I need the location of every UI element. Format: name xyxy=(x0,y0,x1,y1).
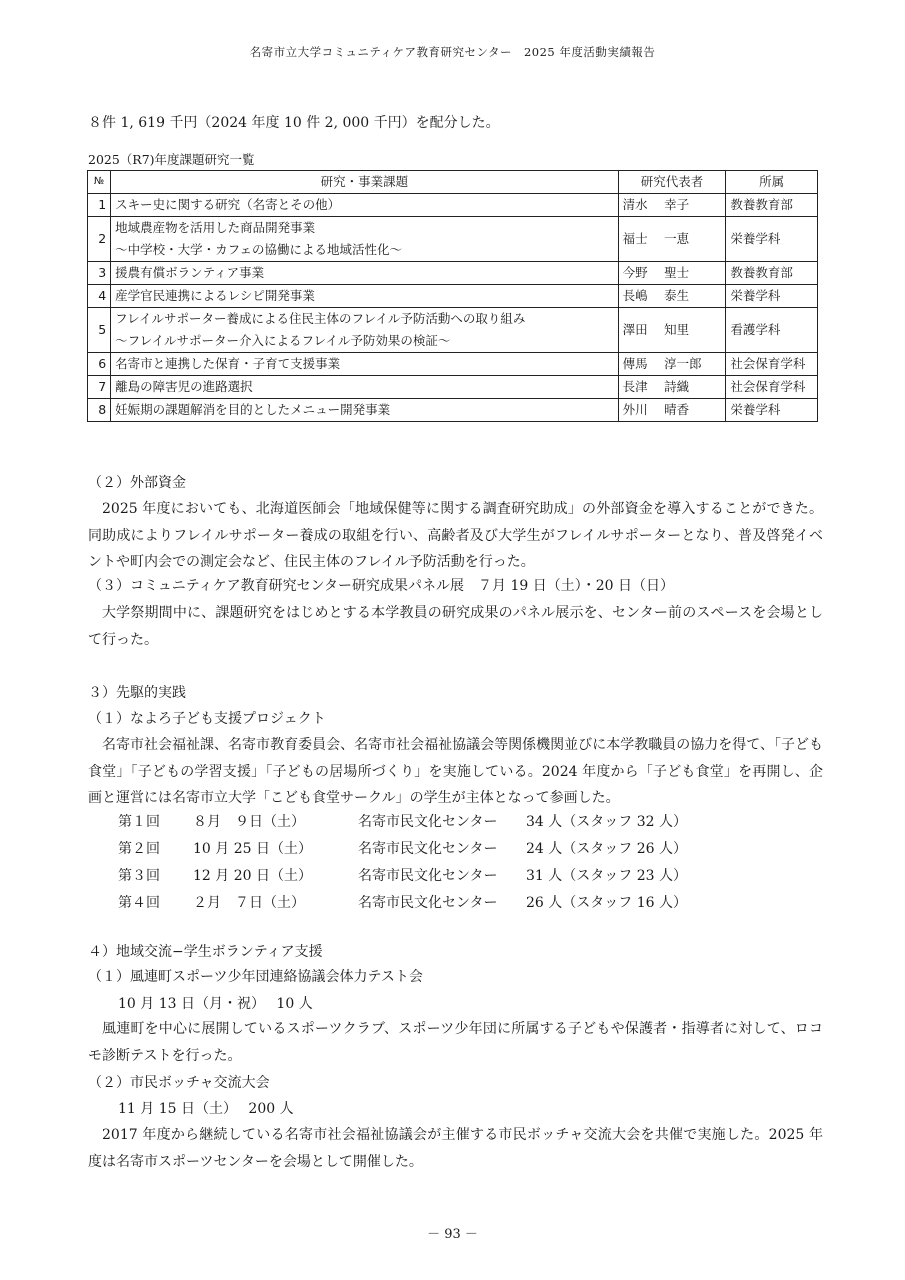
schedule-round: 第３回 xyxy=(118,868,160,884)
project-title-main: 援農有償ボランティア事業 xyxy=(115,265,265,280)
row-number: 2 xyxy=(88,217,111,262)
table-header-row xyxy=(88,171,818,194)
row-number: 1 xyxy=(88,194,111,217)
external-funds-body: 2025 年度においても、北海道医師会「地域保健等に関する調査研究助成」の外部資金を導入することができた。同助成によりフレイルサポーター養成の取組を行い、高齢者及び大学生がフレイルサポーターとなり、普及啓発イベントや町内会での測定会など、住民主体のフレイル予防活動を行った。 xyxy=(88,501,823,570)
department: 教養教育部 xyxy=(726,194,818,217)
pioneer-heading: ３）先駆的実践 xyxy=(88,685,186,701)
table-row xyxy=(88,194,818,217)
column-header-title: 研究・事業課題 xyxy=(111,171,618,194)
research-projects-table xyxy=(87,170,818,422)
project-title-main: 妊娠期の課題解消を目的としたメニュー開発事業 xyxy=(115,402,391,417)
schedule-count: 34 人（スタッフ 32 人） xyxy=(526,814,687,830)
schedule-date: 10 月 25 日（土） xyxy=(193,841,312,857)
schedule-venue: 名寄市民文化センター xyxy=(358,841,498,857)
lead-researcher: 外川 晴香 xyxy=(618,399,726,422)
project-title-main: スキー史に関する研究（名寄とその他） xyxy=(115,197,341,212)
lead-researcher: 長津 詩織 xyxy=(618,376,726,399)
project-title xyxy=(111,399,618,422)
schedule-round: 第１回 xyxy=(118,814,160,830)
department: 栄養学科 xyxy=(726,285,818,308)
panel-exhibition-body: 大学祭期間中に、課題研究をはじめとする本学教員の研究成果のパネル展示を、センター前のスペースを会場として行った。 xyxy=(88,605,823,648)
department: 栄養学科 xyxy=(726,399,818,422)
lead-researcher: 長嶋 泰生 xyxy=(618,285,726,308)
table-row xyxy=(88,217,818,262)
page-number: － 93 － xyxy=(427,1227,478,1242)
fitness-test-body: 風連町を中心に展開しているスポーツクラブ、スポーツ少年団に所属する子どもや保護者・指導者に対して、ロコモ診断テストを行った。 xyxy=(88,1021,823,1064)
boccia-body: 2017 年度から継続している名寄市社会福祉協議会が主催する市民ボッチャ交流大会を共催で実施した。2025 年度は名寄市スポーツセンターを会場として開催した。 xyxy=(88,1127,823,1170)
column-header-no: № xyxy=(88,171,111,194)
boccia-heading: （２）市民ボッチャ交流大会 xyxy=(88,1075,270,1091)
schedule-venue: 名寄市民文化センター xyxy=(358,814,498,830)
row-number: 3 xyxy=(88,262,111,285)
schedule-count: 24 人（スタッフ 26 人） xyxy=(526,841,687,857)
schedule-count: 26 人（スタッフ 16 人） xyxy=(526,895,687,911)
table-body xyxy=(88,194,818,422)
schedule-date: ２月 ７日（土） xyxy=(193,895,305,911)
schedule-count: 31 人（スタッフ 23 人） xyxy=(526,868,687,884)
table-row xyxy=(88,308,818,353)
panel-exhibition-heading: （３）コミュニティケア教育研究センター研究成果パネル展 ７月 19 日（土）・20 日（日） xyxy=(88,578,675,594)
allocation-summary: ８件 1, 619 千円（2024 年度 10 件 2, 000 千円）を配分した。 xyxy=(88,115,500,131)
table-row xyxy=(88,353,818,376)
schedule-round: 第４回 xyxy=(118,895,160,911)
project-title-subtitle: ～中学校・大学・カフェの協働による地域活性化～ xyxy=(115,242,403,257)
department: 社会保育学科 xyxy=(726,376,818,399)
schedule-row xyxy=(118,892,687,912)
table-row xyxy=(88,262,818,285)
lead-researcher: 福士 一恵 xyxy=(618,217,726,262)
project-title xyxy=(111,376,618,399)
lead-researcher: 澤田 知里 xyxy=(618,308,726,353)
nayoro-children-body: 名寄市社会福祉課、名寄市教育委員会、名寄市社会福祉協議会等関係機関並びに本学教職員の協力を得て、「子ども食堂」「子どもの学習支援」「子どもの居場所づくり」を実施している。2024 年度から「子ども食堂」を再開し、企画と運営には名寄市立大学「こども食堂サークル」の学生が主体となって参画した。 xyxy=(88,737,823,806)
column-header-dept: 所属 xyxy=(726,171,818,194)
project-title xyxy=(111,262,618,285)
schedule-date: 12 月 20 日（土） xyxy=(193,868,312,884)
table-row xyxy=(88,399,818,422)
table-caption: 2025（R7)年度課題研究一覧 xyxy=(88,152,255,167)
boccia-date: 11 月 15 日（土） 200 人 xyxy=(118,1101,294,1117)
project-title xyxy=(111,308,618,353)
row-number: 8 xyxy=(88,399,111,422)
project-title xyxy=(111,217,618,262)
department: 教養教育部 xyxy=(726,262,818,285)
lead-researcher: 清水 幸子 xyxy=(618,194,726,217)
department: 看護学科 xyxy=(726,308,818,353)
fitness-test-date: 10 月 13 日（月・祝） 10 人 xyxy=(118,996,313,1012)
project-title-main: 産学官民連携によるレシピ開発事業 xyxy=(115,288,315,303)
row-number: 4 xyxy=(88,285,111,308)
fitness-test-heading: （１）風連町スポーツ少年団連絡協議会体力テスト会 xyxy=(88,969,423,985)
volunteer-heading: ４）地域交流−学生ボランティア支援 xyxy=(88,944,323,960)
row-number: 5 xyxy=(88,308,111,353)
schedule-round: 第２回 xyxy=(118,841,160,857)
row-number: 6 xyxy=(88,353,111,376)
project-title-subtitle: ～フレイルサポーター介入によるフレイル予防効果の検証～ xyxy=(115,333,451,348)
project-title-main: 地域農産物を活用した商品開発事業 xyxy=(115,220,316,235)
schedule-row xyxy=(118,865,687,885)
project-title xyxy=(111,194,618,217)
lead-researcher: 今野 聖士 xyxy=(618,262,726,285)
row-number: 7 xyxy=(88,376,111,399)
schedule-venue: 名寄市民文化センター xyxy=(358,868,498,884)
schedule-date: ８月 ９日（土） xyxy=(193,814,305,830)
page-header: 名寄市立大学コミュニティケア教育研究センター 2025 年度活動実績報告 xyxy=(249,45,656,59)
department: 栄養学科 xyxy=(726,217,818,262)
schedule-venue: 名寄市民文化センター xyxy=(358,895,498,911)
table-row xyxy=(88,376,818,399)
project-title xyxy=(111,353,618,376)
project-title-main: フレイルサポーター養成による住民主体のフレイル予防活動への取り組み xyxy=(115,311,526,326)
project-title xyxy=(111,285,618,308)
department: 社会保育学科 xyxy=(726,353,818,376)
nayoro-children-heading: （１）なよろ子ども支援プロジェクト xyxy=(88,711,326,727)
lead-researcher: 傳馬 淳一郎 xyxy=(618,353,726,376)
schedule-row xyxy=(118,811,687,831)
schedule-row xyxy=(118,838,687,858)
project-title-main: 離島の障害児の進路選択 xyxy=(115,379,253,394)
column-header-person: 研究代表者 xyxy=(618,171,726,194)
external-funds-heading: （２）外部資金 xyxy=(88,475,186,491)
table-row xyxy=(88,285,818,308)
project-title-main: 名寄市と連携した保育・子育て支援事業 xyxy=(115,356,341,371)
